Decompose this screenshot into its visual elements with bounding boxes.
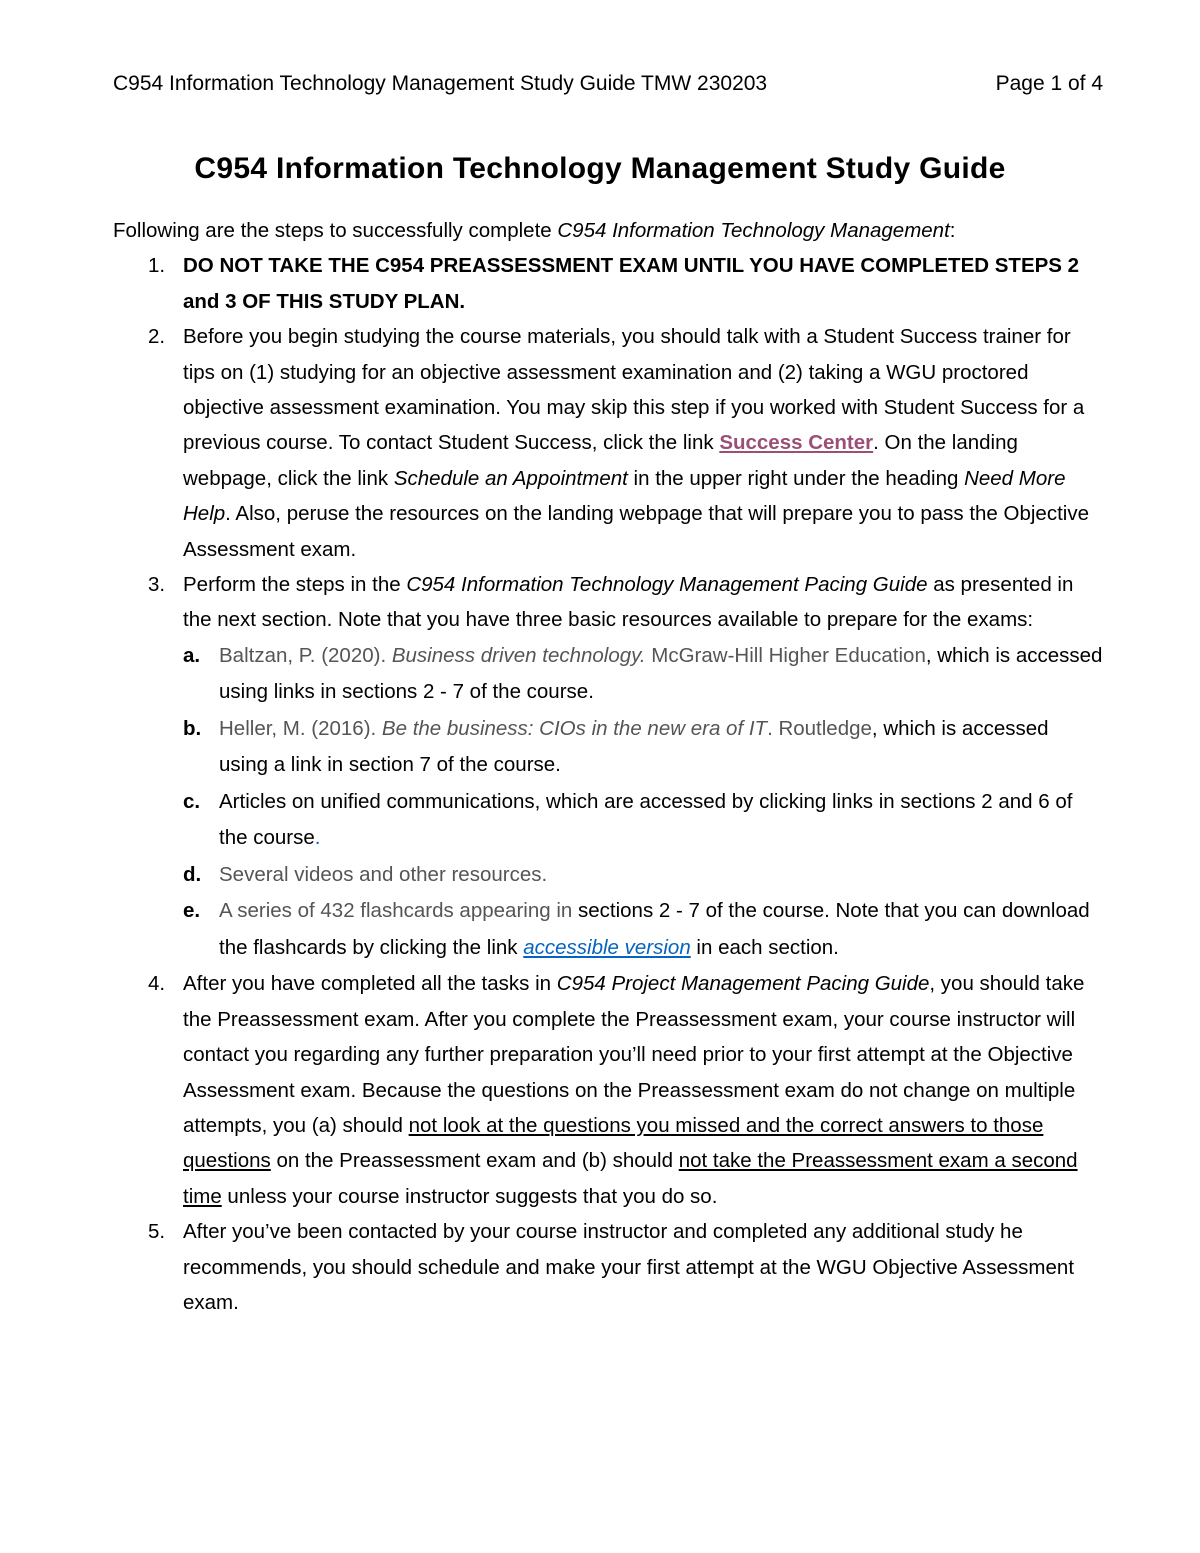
resource-item (183, 638, 1103, 711)
resource-item (183, 857, 1103, 894)
resource-letter: c. (183, 789, 201, 813)
text-segment: on the Preassessment exam and (b) should (270, 1149, 679, 1173)
text-segment: unless your course instructor suggests that you do so. (221, 1184, 718, 1208)
text-segment: . On the landing webpage, click the link (183, 431, 1018, 490)
text-segment: DO NOT TAKE THE C954 PREASSESSMENT EXAM UNTIL YOU HAVE COMPLETED STEPS 2 and 3 OF THIS STUDY PLAN. (183, 254, 1080, 313)
link[interactable]: Success Center (719, 431, 874, 455)
page-header (113, 72, 1103, 96)
resource-letter: e. (183, 899, 201, 923)
intro-paragraph (113, 213, 1103, 248)
step-number: 3. (148, 573, 166, 597)
steps-list (113, 248, 1103, 1320)
resource-item (183, 893, 1103, 966)
text-segment: sections 2 - 7 of the course. Note that you can download the flashcards by clicking the link (219, 899, 1090, 959)
step-item (113, 319, 1103, 567)
resource-letter: b. (183, 716, 202, 740)
step-number: 1. (148, 254, 166, 278)
text-segment: as presented in the next section. Note that you have three basic resources available to prepare for the exams: (183, 573, 1074, 632)
text-segment: in each section. (690, 935, 839, 959)
document-label: C954 Information Technology Management Study Guide TMW 230203 (113, 72, 768, 95)
text-segment: C954 Project Management Pacing Guide (556, 972, 930, 996)
text-segment: in the upper right under the heading (627, 466, 965, 490)
resource-letter: a. (183, 643, 201, 667)
text-segment: McGraw-Hill Higher Education (645, 643, 926, 667)
step-number: 5. (148, 1220, 166, 1244)
text-segment: Schedule an Appointment (393, 466, 628, 490)
text-segment: . (314, 826, 321, 850)
document-body (113, 213, 1103, 1320)
text-segment: Heller, M. (2016). (219, 716, 382, 740)
text-segment: : (949, 219, 956, 242)
step-item (113, 567, 1103, 966)
text-segment: Baltzan, P. (2020). (219, 643, 392, 667)
text-segment: . Routledge (767, 716, 872, 740)
resource-item (183, 784, 1103, 857)
step-item (113, 1214, 1103, 1320)
step-number: 4. (148, 972, 166, 996)
text-segment: Be the business: CIOs in the new era of IT (381, 716, 768, 740)
text-segment: C954 Information Technology Management (557, 219, 950, 242)
text-segment: Several videos and other resources. (219, 862, 548, 886)
text-segment: , which is accessed using a link in section 7 of the course. (219, 716, 1049, 777)
text-segment: Perform the steps in the (183, 573, 407, 597)
document-title: C954 Information Technology Management Study Guide (194, 152, 1006, 185)
text-segment: C954 Information Technology Management Pacing Guide (406, 573, 928, 597)
text-segment: Articles on unified communications, which are accessed by clicking links in sections 2 and 6 of the course (219, 789, 1073, 850)
page-number: Page 1 of 4 (995, 72, 1103, 95)
link[interactable]: accessible version (523, 935, 691, 959)
text-segment: , which is accessed using links in sections 2 - 7 of the course. (219, 643, 1103, 704)
text-segment: . Also, peruse the resources on the landing webpage that will prepare you to pass the Objective Assessment exam. (183, 502, 1089, 561)
text-segment: Before you begin studying the course materials, you should talk with a Student Success trainer for tips on (1) studying for an objective assessment examination and (2) taking a WGU proctored objective assessment examination. You may skip this step if you worked with Student Success for a previous course. To contact Student Success, click the link (183, 325, 1085, 455)
step-number: 2. (148, 325, 166, 349)
text-segment: After you’ve been contacted by your course instructor and completed any additional study he recommends, you should schedule and make your first attempt at the WGU Objective Assessment exam. (183, 1220, 1075, 1315)
step-item (113, 966, 1103, 1214)
resource-item (183, 711, 1103, 784)
resource-letter: d. (183, 862, 202, 886)
text-segment: not take the Preassessment exam a second time (183, 1149, 1078, 1208)
text-segment: Need More Help (183, 466, 1066, 526)
resource-list (183, 638, 1103, 967)
text-segment: After you have completed all the tasks in (183, 972, 557, 996)
text-segment: Business driven technology. (391, 643, 646, 667)
text-segment: Following are the steps to successfully complete (113, 219, 558, 242)
text-segment: not look at the questions you missed and the correct answers to those questions (183, 1114, 1044, 1173)
text-segment: A series of 432 flashcards appearing in (219, 899, 578, 923)
step-item (113, 248, 1103, 319)
text-segment: , you should take the Preassessment exam. After you complete the Preassessment exam, your course instructor will contact you regarding any further preparation you’ll need prior to your first attempt at the Objective Assessment exam. Because the questions on the Preassessment exam do not change on multiple attempts, you (a) should (183, 972, 1085, 1137)
